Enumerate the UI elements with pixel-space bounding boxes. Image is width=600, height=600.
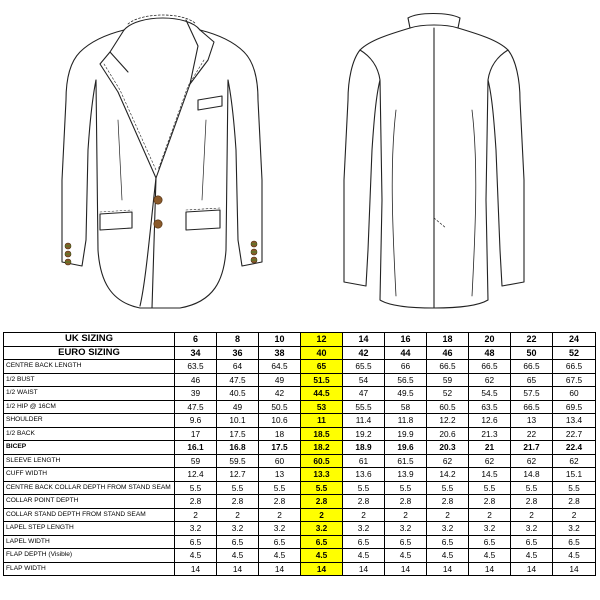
size-value-cell: 21 — [469, 441, 511, 455]
size-value-cell: 46 — [175, 373, 217, 387]
row-label: BICEP — [4, 441, 175, 455]
size-value-cell: 62 — [469, 454, 511, 468]
size-value-cell: 10.1 — [217, 414, 259, 428]
size-value-cell: 2.8 — [259, 495, 301, 509]
size-value-cell: 62 — [427, 454, 469, 468]
size-value-cell: 14 — [175, 562, 217, 576]
size-value-cell: 2 — [259, 508, 301, 522]
size-value-cell: 4.5 — [301, 549, 343, 563]
size-value-cell: 18.5 — [301, 427, 343, 441]
size-value-cell: 47.5 — [175, 400, 217, 414]
size-value-cell: 21.3 — [469, 427, 511, 441]
size-value-cell: 65 — [301, 360, 343, 374]
measurement-row — [4, 387, 596, 401]
size-value-cell: 56.5 — [385, 373, 427, 387]
size-value-cell: 2 — [427, 508, 469, 522]
row-label: UK SIZING — [4, 333, 175, 347]
size-value-cell: 13.9 — [385, 468, 427, 482]
jacket-front-illustration — [0, 0, 300, 328]
size-value-cell: 6.5 — [427, 535, 469, 549]
size-value-cell: 5.5 — [469, 481, 511, 495]
size-value-cell: 2 — [553, 508, 596, 522]
size-value-cell: 4.5 — [427, 549, 469, 563]
size-value-cell: 65.5 — [343, 360, 385, 374]
size-value-cell: 6.5 — [259, 535, 301, 549]
size-value-cell: 36 — [217, 346, 259, 360]
size-value-cell: 14 — [553, 562, 596, 576]
size-value-cell: 69.5 — [553, 400, 596, 414]
size-value-cell: 46 — [427, 346, 469, 360]
size-value-cell: 18.2 — [301, 441, 343, 455]
size-value-cell: 3.2 — [427, 522, 469, 536]
size-value-cell: 66.5 — [427, 360, 469, 374]
size-value-cell: 22.4 — [553, 441, 596, 455]
size-value-cell: 11 — [301, 414, 343, 428]
row-label: COLLAR STAND DEPTH FROM STAND SEAM — [4, 508, 175, 522]
size-value-cell: 5.5 — [427, 481, 469, 495]
measurement-row — [4, 400, 596, 414]
size-value-cell: 5.5 — [385, 481, 427, 495]
size-value-cell: 2 — [301, 508, 343, 522]
size-value-cell: 18 — [427, 333, 469, 347]
size-value-cell: 38 — [259, 346, 301, 360]
size-value-cell: 67.5 — [553, 373, 596, 387]
size-value-cell: 3.2 — [343, 522, 385, 536]
size-value-cell: 16.1 — [175, 441, 217, 455]
size-value-cell: 4.5 — [469, 549, 511, 563]
measurement-row — [4, 468, 596, 482]
size-value-cell: 20.3 — [427, 441, 469, 455]
size-value-cell: 12 — [301, 333, 343, 347]
size-value-cell: 44 — [385, 346, 427, 360]
size-value-cell: 39 — [175, 387, 217, 401]
size-value-cell: 14 — [385, 562, 427, 576]
size-value-cell: 14.5 — [469, 468, 511, 482]
measurement-row — [4, 549, 596, 563]
size-value-cell: 50.5 — [259, 400, 301, 414]
size-value-cell: 14 — [511, 562, 553, 576]
size-value-cell: 54.5 — [469, 387, 511, 401]
size-value-cell: 22 — [511, 333, 553, 347]
size-value-cell: 49 — [259, 373, 301, 387]
size-value-cell: 42 — [259, 387, 301, 401]
measurement-row — [4, 373, 596, 387]
size-value-cell: 4.5 — [217, 549, 259, 563]
size-value-cell: 6.5 — [469, 535, 511, 549]
size-value-cell: 65 — [511, 373, 553, 387]
size-value-cell: 52 — [427, 387, 469, 401]
size-value-cell: 48 — [469, 346, 511, 360]
size-value-cell: 62 — [469, 373, 511, 387]
measurement-row — [4, 562, 596, 576]
measurement-row — [4, 508, 596, 522]
size-value-cell: 2 — [175, 508, 217, 522]
row-label: CENTRE BACK COLLAR DEPTH FROM STAND SEAM — [4, 481, 175, 495]
size-value-cell: 2 — [217, 508, 259, 522]
size-value-cell: 17 — [175, 427, 217, 441]
size-value-cell: 2.8 — [301, 495, 343, 509]
size-value-cell: 5.5 — [511, 481, 553, 495]
size-value-cell: 16 — [385, 333, 427, 347]
size-value-cell: 20.6 — [427, 427, 469, 441]
size-value-cell: 3.2 — [469, 522, 511, 536]
size-value-cell: 6.5 — [511, 535, 553, 549]
size-chart-table — [3, 332, 596, 576]
size-value-cell: 66.5 — [553, 360, 596, 374]
size-value-cell: 51.5 — [301, 373, 343, 387]
size-value-cell: 4.5 — [343, 549, 385, 563]
size-value-cell: 8 — [217, 333, 259, 347]
size-value-cell: 66.5 — [469, 360, 511, 374]
size-value-cell: 6.5 — [343, 535, 385, 549]
size-value-cell: 12.4 — [175, 468, 217, 482]
size-value-cell: 66 — [385, 360, 427, 374]
row-label: FLAP DEPTH (Visible) — [4, 549, 175, 563]
measurement-row — [4, 481, 596, 495]
size-value-cell: 12.7 — [217, 468, 259, 482]
size-value-cell: 22.7 — [553, 427, 596, 441]
size-value-cell: 2.8 — [427, 495, 469, 509]
size-value-cell: 22 — [511, 427, 553, 441]
size-value-cell: 61 — [343, 454, 385, 468]
row-label: CUFF WIDTH — [4, 468, 175, 482]
size-value-cell: 14 — [469, 562, 511, 576]
size-value-cell: 49 — [217, 400, 259, 414]
size-value-cell: 4.5 — [553, 549, 596, 563]
size-value-cell: 66.5 — [511, 360, 553, 374]
size-value-cell: 40 — [301, 346, 343, 360]
size-value-cell: 15.1 — [553, 468, 596, 482]
size-value-cell: 62 — [553, 454, 596, 468]
size-value-cell: 19.6 — [385, 441, 427, 455]
size-value-cell: 60.5 — [301, 454, 343, 468]
row-label: 1/2 HIP @ 16CM — [4, 400, 175, 414]
size-value-cell: 60 — [259, 454, 301, 468]
euro-sizing-row — [4, 346, 596, 360]
size-value-cell: 2.8 — [553, 495, 596, 509]
size-value-cell: 4.5 — [175, 549, 217, 563]
size-value-cell: 4.5 — [385, 549, 427, 563]
row-label: LAPEL WIDTH — [4, 535, 175, 549]
size-value-cell: 63.5 — [469, 400, 511, 414]
size-value-cell: 3.2 — [217, 522, 259, 536]
measurement-row — [4, 360, 596, 374]
size-value-cell: 55.5 — [343, 400, 385, 414]
row-label: FLAP WIDTH — [4, 562, 175, 576]
size-value-cell: 6.5 — [385, 535, 427, 549]
size-value-cell: 59 — [427, 373, 469, 387]
size-value-cell: 14 — [427, 562, 469, 576]
size-value-cell: 34 — [175, 346, 217, 360]
size-value-cell: 14 — [301, 562, 343, 576]
size-value-cell: 24 — [553, 333, 596, 347]
size-value-cell: 17.5 — [259, 441, 301, 455]
size-value-cell: 47 — [343, 387, 385, 401]
row-label: 1/2 BACK — [4, 427, 175, 441]
row-label: 1/2 BUST — [4, 373, 175, 387]
measurement-row — [4, 522, 596, 536]
size-value-cell: 6.5 — [301, 535, 343, 549]
size-value-cell: 2.8 — [511, 495, 553, 509]
measurement-row — [4, 495, 596, 509]
row-label: COLLAR POINT DEPTH — [4, 495, 175, 509]
size-value-cell: 64.5 — [259, 360, 301, 374]
size-value-cell: 3.2 — [301, 522, 343, 536]
size-value-cell: 2.8 — [175, 495, 217, 509]
measurement-row — [4, 535, 596, 549]
row-label: 1/2 WAIST — [4, 387, 175, 401]
size-value-cell: 2 — [511, 508, 553, 522]
size-value-cell: 3.2 — [553, 522, 596, 536]
size-value-cell: 2 — [469, 508, 511, 522]
size-value-cell: 4.5 — [511, 549, 553, 563]
size-value-cell: 14 — [217, 562, 259, 576]
size-value-cell: 5.5 — [343, 481, 385, 495]
size-value-cell: 62 — [511, 454, 553, 468]
size-value-cell: 54 — [343, 373, 385, 387]
row-label: CENTRE BACK LENGTH — [4, 360, 175, 374]
size-value-cell: 13.3 — [301, 468, 343, 482]
measurement-row — [4, 427, 596, 441]
size-value-cell: 14 — [259, 562, 301, 576]
size-value-cell: 3.2 — [259, 522, 301, 536]
size-value-cell: 66.5 — [511, 400, 553, 414]
size-value-cell: 16.8 — [217, 441, 259, 455]
size-value-cell: 18.9 — [343, 441, 385, 455]
size-value-cell: 2 — [385, 508, 427, 522]
size-value-cell: 14.8 — [511, 468, 553, 482]
size-value-cell: 2 — [343, 508, 385, 522]
size-value-cell: 12.2 — [427, 414, 469, 428]
size-value-cell: 10.6 — [259, 414, 301, 428]
size-value-cell: 21.7 — [511, 441, 553, 455]
size-value-cell: 10 — [259, 333, 301, 347]
size-value-cell: 57.5 — [511, 387, 553, 401]
uk-sizing-row — [4, 333, 596, 347]
size-value-cell: 5.5 — [301, 481, 343, 495]
size-value-cell: 20 — [469, 333, 511, 347]
row-label: EURO SIZING — [4, 346, 175, 360]
jacket-back-illustration — [300, 0, 600, 328]
size-value-cell: 4.5 — [259, 549, 301, 563]
measurement-row — [4, 414, 596, 428]
size-value-cell: 6.5 — [217, 535, 259, 549]
size-value-cell: 5.5 — [217, 481, 259, 495]
size-value-cell: 12.6 — [469, 414, 511, 428]
size-value-cell: 59.5 — [217, 454, 259, 468]
size-value-cell: 11.8 — [385, 414, 427, 428]
size-value-cell: 9.6 — [175, 414, 217, 428]
size-value-cell: 40.5 — [217, 387, 259, 401]
size-value-cell: 2.8 — [385, 495, 427, 509]
size-value-cell: 59 — [175, 454, 217, 468]
size-value-cell: 18 — [259, 427, 301, 441]
size-value-cell: 47.5 — [217, 373, 259, 387]
size-value-cell: 49.5 — [385, 387, 427, 401]
size-value-cell: 13 — [511, 414, 553, 428]
size-value-cell: 61.5 — [385, 454, 427, 468]
size-value-cell: 14 — [343, 562, 385, 576]
size-value-cell: 50 — [511, 346, 553, 360]
measurement-row — [4, 441, 596, 455]
size-value-cell: 64 — [217, 360, 259, 374]
size-value-cell: 14 — [343, 333, 385, 347]
size-value-cell: 11.4 — [343, 414, 385, 428]
size-value-cell: 13.4 — [553, 414, 596, 428]
size-value-cell: 2.8 — [469, 495, 511, 509]
measurement-row — [4, 454, 596, 468]
size-value-cell: 60 — [553, 387, 596, 401]
row-label: LAPEL STEP LENGTH — [4, 522, 175, 536]
size-value-cell: 5.5 — [553, 481, 596, 495]
size-value-cell: 53 — [301, 400, 343, 414]
size-value-cell: 58 — [385, 400, 427, 414]
size-value-cell: 42 — [343, 346, 385, 360]
size-value-cell: 13.6 — [343, 468, 385, 482]
size-value-cell: 6.5 — [553, 535, 596, 549]
size-value-cell: 14.2 — [427, 468, 469, 482]
size-value-cell: 17.5 — [217, 427, 259, 441]
size-value-cell: 5.5 — [175, 481, 217, 495]
size-value-cell: 63.5 — [175, 360, 217, 374]
size-value-cell: 52 — [553, 346, 596, 360]
size-value-cell: 44.5 — [301, 387, 343, 401]
row-label: SLEEVE LENGTH — [4, 454, 175, 468]
size-value-cell: 13 — [259, 468, 301, 482]
size-value-cell: 6 — [175, 333, 217, 347]
size-value-cell: 3.2 — [175, 522, 217, 536]
size-value-cell: 3.2 — [385, 522, 427, 536]
size-value-cell: 19.9 — [385, 427, 427, 441]
size-value-cell: 2.8 — [343, 495, 385, 509]
row-label: SHOULDER — [4, 414, 175, 428]
size-value-cell: 19.2 — [343, 427, 385, 441]
size-value-cell: 60.5 — [427, 400, 469, 414]
size-value-cell: 5.5 — [259, 481, 301, 495]
size-value-cell: 6.5 — [175, 535, 217, 549]
size-value-cell: 2.8 — [217, 495, 259, 509]
size-value-cell: 3.2 — [511, 522, 553, 536]
